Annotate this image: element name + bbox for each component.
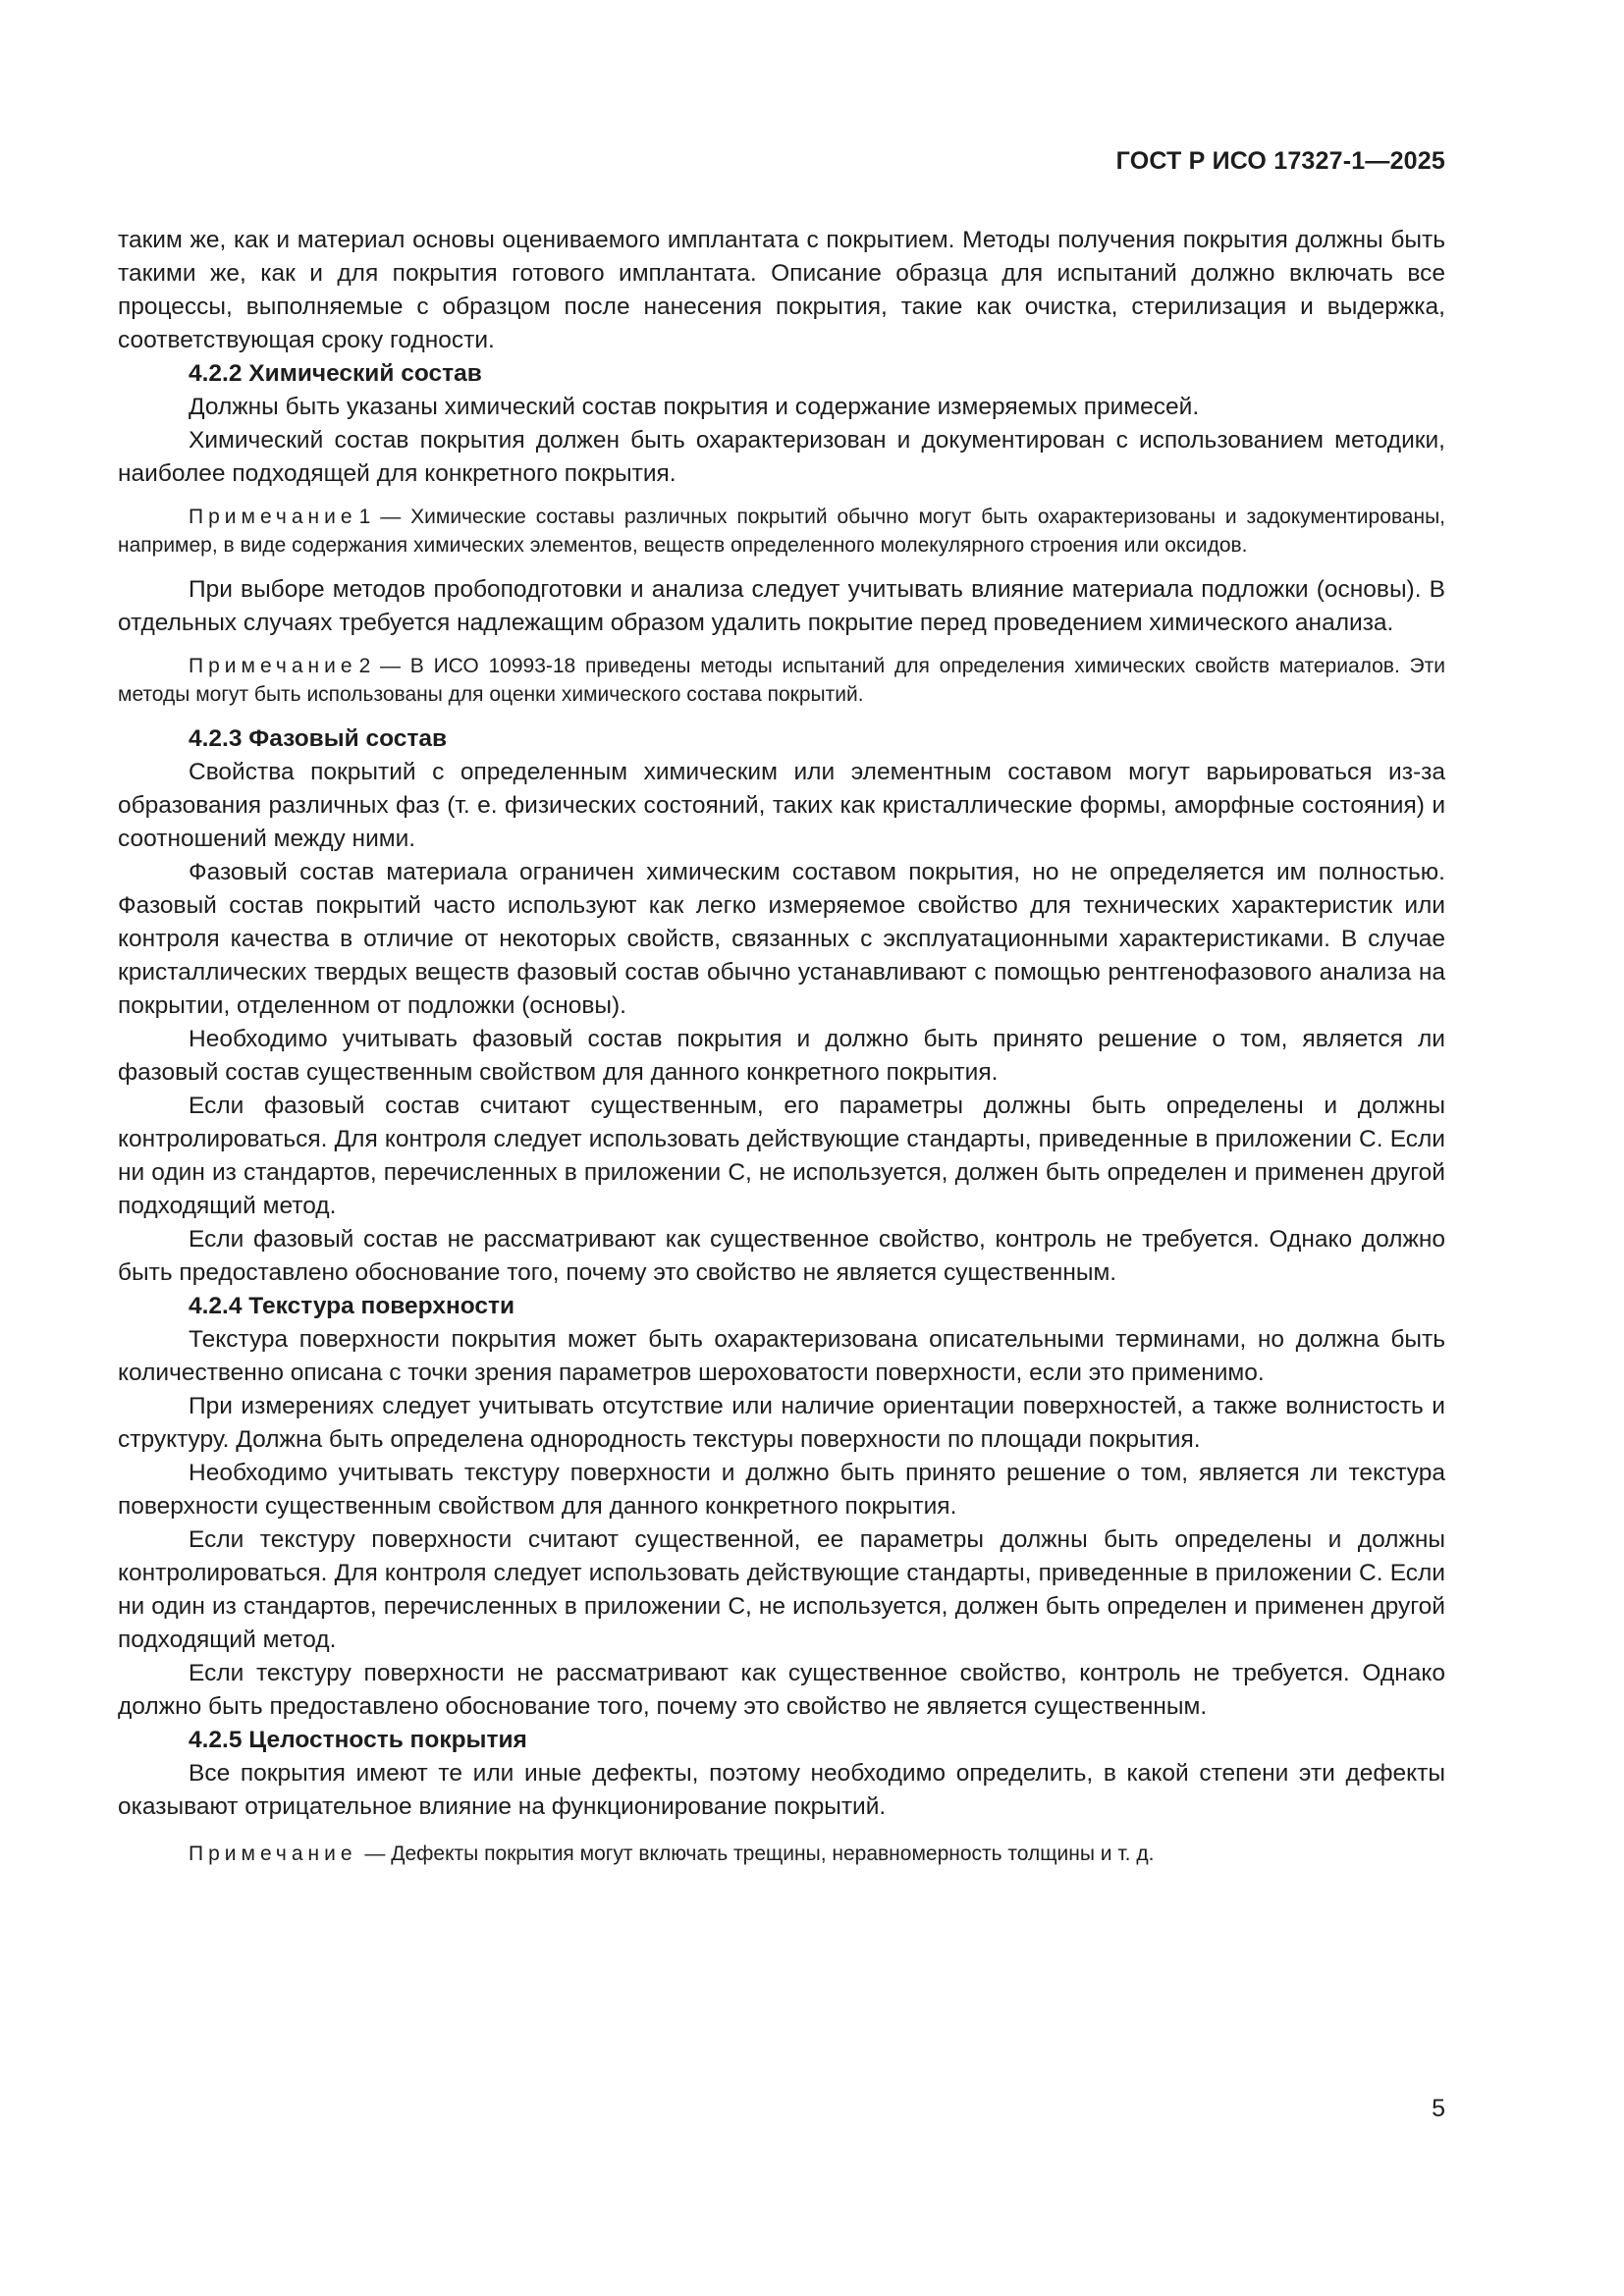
section-heading: 4.2.5 Целостность покрытия <box>189 1727 527 1753</box>
note-text: — Дефекты покрытия могут включать трещины, неравномерность толщины и т. д. <box>364 1842 1155 1865</box>
note-number: 2 <box>358 655 371 677</box>
note-label: Примечание <box>189 506 357 528</box>
note-label: Примечание <box>189 655 357 677</box>
paragraph: При измерениях следует учитывать отсутствие или наличие ориентации поверхностей, а также волнистость и структуру. Должна быть определена однородность текстуры поверхности по площади покрытия. <box>118 1393 1445 1453</box>
note <box>118 503 1445 560</box>
paragraph: Текстура поверхности покрытия может быть охарактеризована описательными терминами, но должна быть количественно описана с точки зрения параметров шероховатости поверхности, если это применимо. <box>118 1326 1445 1386</box>
paragraph: Свойства покрытий с определенным химическим или элементным составом могут варьироваться из-за образования различных фаз (т. е. физических состояний, таких как кристаллические формы, аморфные состояния) и соотношений между ними. <box>118 759 1445 852</box>
section-heading: 4.2.4 Текстура поверхности <box>189 1293 515 1319</box>
note-label: Примечание <box>189 1842 357 1865</box>
paragraph: При выборе методов пробоподготовки и анализа следует учитывать влияние материала подложки (основы). В отдельных случаях требуется надлежащим образом удалить покрытие перед проведением химического анализа. <box>118 576 1445 636</box>
note-text: — Химические составы различных покрытий обычно могут быть охарактеризованы и задокументированы, например, в виде содержания химических элементов, веществ определенного молекулярного строения или оксидов. <box>118 506 1445 557</box>
note-number: 1 <box>358 506 371 528</box>
paragraph: Если текстуру поверхности считают существенной, ее параметры должны быть определены и должны контролироваться. Для контроля следует использовать действующие стандарты, приведенные в приложении С. Если ни один из стандартов, перечисленных в приложении С, не используется, должен быть определен и применен другой подходящий метод. <box>118 1526 1445 1653</box>
standard-code-header: ГОСТ Р ИСО 17327-1—2025 <box>1115 147 1445 175</box>
note <box>118 1840 1445 1868</box>
paragraph: Если фазовый состав не рассматривают как существенное свойство, контроль не требуется. Однако должно быть предоставлено обоснование того, почему это свойство не является существенным. <box>118 1226 1445 1286</box>
paragraph: Если текстуру поверхности не рассматривают как существенное свойство, контроль не требуется. Однако должно быть предоставлено обоснование того, почему это свойство не является существенным. <box>118 1660 1445 1720</box>
paragraph: Химический состав покрытия должен быть охарактеризован и документирован с использованием методики, наиболее подходящей для конкретного покрытия. <box>118 427 1445 487</box>
note <box>118 652 1445 709</box>
paragraph: таким же, как и материал основы оцениваемого имплантата с покрытием. Методы получения покрытия должны быть такими же, как и для покрытия готового имплантата. Описание образца для испытаний должно включать все процессы, выполняемые с образцом после нанесения покрытия, такие как очистка, стерилизация и выдержка, соответствующая сроку годности. <box>118 227 1445 353</box>
paragraph: Фазовый состав материала ограничен химическим составом покрытия, но не определяется им полностью. Фазовый состав покрытий часто используют как легко измеряемое свойство для технических характеристик или контроля качества в отличие от некоторых свойств, связанных с эксплуатационными характеристиками. В случае кристаллических твердых веществ фазовый состав обычно устанавливают с помощью рентгенофазового анализа на покрытии, отделенном от подложки (основы). <box>118 859 1445 1019</box>
section-heading: 4.2.2 Химический состав <box>189 360 482 387</box>
paragraph: Должны быть указаны химический состав покрытия и содержание измеряемых примесей. <box>189 394 1200 420</box>
paragraph: Если фазовый состав считают существенным, его параметры должны быть определены и должны контролироваться. Для контроля следует использовать действующие стандарты, приведенные в приложении С. Если ни один из стандартов, перечисленных в приложении С, не используется, должен быть определен и применен другой подходящий метод. <box>118 1093 1445 1219</box>
section-heading: 4.2.3 Фазовый состав <box>189 725 448 752</box>
note-text: — В ИСО 10993-18 приведены методы испытаний для определения химических свойств материалов. Эти методы могут быть использованы для оценки химического состава покрытий. <box>118 655 1445 706</box>
paragraph: Все покрытия имеют те или иные дефекты, поэтому необходимо определить, в какой степени эти дефекты оказывают отрицательное влияние на функционирование покрытий. <box>118 1760 1445 1820</box>
page-number: 5 <box>1432 2095 1445 2122</box>
document-body <box>118 224 1445 1882</box>
paragraph: Необходимо учитывать текстуру поверхности и должно быть принято решение о том, является ли текстура поверхности существенным свойством для данного конкретного покрытия. <box>118 1460 1445 1520</box>
paragraph: Необходимо учитывать фазовый состав покрытия и должно быть принято решение о том, является ли фазовый состав существенным свойством для данного конкретного покрытия. <box>118 1026 1445 1086</box>
